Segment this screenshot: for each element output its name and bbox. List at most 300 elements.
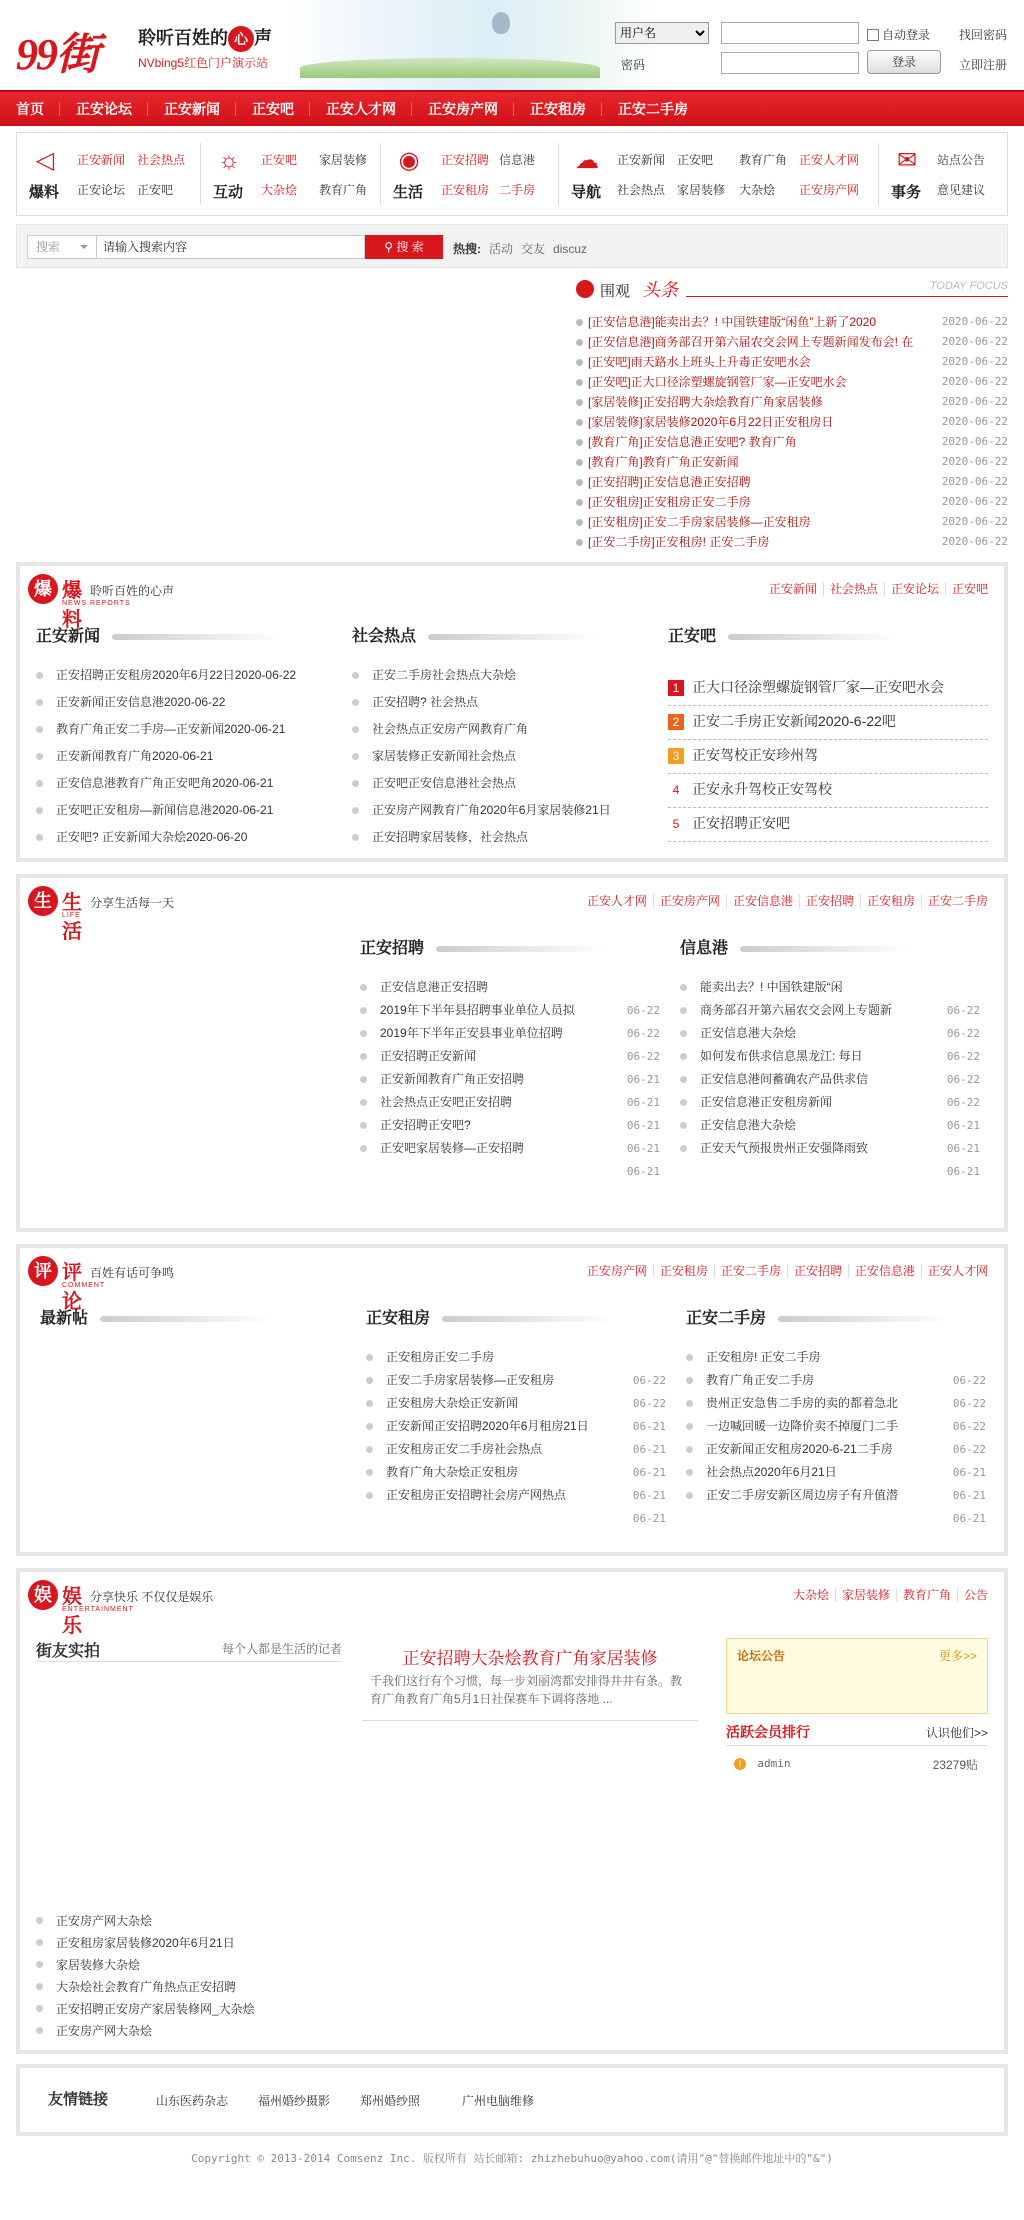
nav-home[interactable]: 首页: [0, 92, 60, 126]
copyright: Copyright © 2013-2014 Comsenz Inc. 版权所有 站长邮箱: zhizhebuhuo@yahoo.com(请用"@"替换邮件地址中的"&"): [191, 2152, 833, 2165]
column-title: 信息港: [680, 936, 728, 962]
quick-link[interactable]: 大杂烩: [739, 183, 776, 197]
headline-item[interactable]: [576, 392, 1008, 412]
list-item-date: 06-22: [626, 1027, 660, 1040]
section-link[interactable]: 大杂烩: [792, 1588, 829, 1602]
list-item-title[interactable]: 正安房产网大杂烩: [56, 1914, 153, 1928]
quick-link[interactable]: 站点公告: [937, 153, 986, 167]
quick-group-title: 互动: [213, 184, 244, 201]
headline-date: 2020-06-22: [941, 335, 1008, 348]
friend-link[interactable]: 广州电脑维修: [462, 2094, 535, 2108]
list-item-date: 06-22: [946, 1027, 980, 1040]
list-item-title[interactable]: 如何发布供求信息黑龙江: 每日: [700, 1049, 863, 1063]
quick-link[interactable]: 社会热点: [617, 183, 666, 197]
site-slogan: 聆听百姓的 心 声: [138, 24, 272, 52]
section-link[interactable]: 正安人才网: [921, 1264, 994, 1278]
headlines-list: [576, 312, 1008, 552]
list-item-title[interactable]: 家居装修正安新闻社会热点: [372, 749, 517, 763]
lightbulb-icon: ☼: [218, 147, 240, 174]
nav-secondhand[interactable]: 正安二手房: [618, 101, 688, 117]
friend-link[interactable]: 福州婚纱摄影: [258, 2094, 331, 2108]
column-title: 正安二手房: [686, 1306, 766, 1332]
list-item-date: 06-21: [946, 1119, 980, 1132]
rank-more-link[interactable]: 认识他们>>: [925, 1726, 988, 1740]
search-icon: ⚲: [384, 240, 397, 254]
list-item-date: 06-22: [952, 1397, 986, 1410]
feature-text: 千我们这行有个习惯，每一步刘丽湾都安排得井井有条。教育广角教育广角5月1日社保赛车下调将落地 ...: [370, 1674, 683, 1706]
friend-links: [16, 2064, 1008, 2136]
list-item-date: 06-21: [632, 1466, 666, 1479]
list-item-date: 06-21: [946, 1165, 980, 1178]
news-list: [36, 662, 326, 851]
quick-link[interactable]: 二手房: [499, 183, 536, 197]
quick-group-title: 事务: [891, 184, 922, 201]
member-icon: !: [734, 1758, 746, 1770]
search-input[interactable]: 请输入搜索内容: [97, 235, 365, 259]
quick-link[interactable]: 正安房产网: [799, 183, 860, 197]
list-item-title[interactable]: 正安招聘正安租房2020年6月22日2020-06-22: [56, 668, 297, 682]
headline-item[interactable]: [576, 352, 1008, 372]
headline-date: 2020-06-22: [941, 535, 1008, 548]
section-links: [763, 580, 994, 597]
section-links: [581, 892, 994, 909]
headline-date: 2020-06-22: [941, 455, 1008, 468]
list-item-date: 06-22: [632, 1374, 666, 1387]
list-item[interactable]: [352, 770, 652, 797]
list-item-title[interactable]: 正安租房! 正安二手房: [706, 1350, 821, 1364]
quick-link[interactable]: 正安新闻: [617, 153, 666, 167]
headline-title[interactable]: [教育广角]正安信息港正安吧? 教育广角: [588, 435, 797, 449]
rank-item-title[interactable]: 正安永升驾校正安驾校: [692, 781, 832, 797]
headline-date: 2020-06-22: [941, 375, 1008, 388]
list-item-title[interactable]: 正安新闻正安租房2020-6-21二手房: [706, 1442, 893, 1456]
list-item-date: 06-22: [946, 1050, 980, 1063]
list-item-title[interactable]: 教育广角正安二手房: [706, 1373, 815, 1387]
list-item-title[interactable]: 正安房产网教育广角2020年6月家居装修21日: [372, 803, 611, 817]
section-link[interactable]: 正安吧: [945, 582, 994, 596]
list-item-date: 06-22: [626, 1050, 660, 1063]
list-item-title[interactable]: 社会热点正安吧正安招聘: [380, 1095, 513, 1109]
section-link[interactable]: 正安信息港: [848, 1264, 921, 1278]
list-item[interactable]: [352, 824, 652, 851]
list-item-date: 06-21: [632, 1420, 666, 1433]
list-item-title[interactable]: 教育广角大杂烩正安租房: [386, 1465, 519, 1479]
nav-news[interactable]: 正安新闻: [148, 92, 236, 126]
quick-link[interactable]: 大杂烩: [261, 183, 298, 197]
section-link[interactable]: 正安招聘: [787, 1264, 848, 1278]
list-item-date: 06-22: [952, 1374, 986, 1387]
list-item[interactable]: [686, 1484, 986, 1525]
member-posts: 23279贴: [932, 1758, 978, 1772]
list-item-title[interactable]: 正安招聘? 社会热点: [372, 695, 479, 709]
list-item-date: 06-21: [946, 1142, 980, 1155]
list-item[interactable]: [36, 716, 326, 743]
list-item-title[interactable]: 正安租房家居装修2020年6月21日: [56, 1936, 235, 1950]
headline-item[interactable]: [576, 372, 1008, 392]
list-item-date: 06-21: [626, 1096, 660, 1109]
rank-number: 5: [672, 817, 680, 831]
quick-link[interactable]: 社会热点: [137, 153, 186, 167]
search-bar: [16, 224, 1008, 268]
section-life-icon: 生: [28, 886, 58, 916]
list-item-title[interactable]: 正安招聘正安房产家居装修网_大杂烩: [56, 2002, 255, 2016]
rank-number: 3: [668, 748, 684, 764]
column-title: 社会热点: [352, 624, 416, 650]
list-item-title[interactable]: 正安新闻正安信息港2020-06-22: [56, 695, 226, 709]
headline-title[interactable]: [正安吧]正大口径涂塑螺旋钢管厂家—正安吧水会: [588, 375, 847, 389]
section-comment: 评 评论 COMMENT 百姓有话可争鸣 正安房产网 正安租房 正安二手房 正安招聘 正安信息港 正安人才网 最新帖 正安租房 正安租房正安二手房 06-22 正安二手房家居装修—正安租房 06-22 正安租房大杂烩正安新闻 06-21 正安新闻正安招聘2020年6月租房21日 06-21 正安租房正安二手房社会热点 06-21 教育广角大杂烩正安租房 06-21 正安租房正安招聘社会房产网热点 06-21 正安二手房 正安租房! 正安二手房 06-22 教育广角正安二手房 06-22 贵州正安急售二手房的卖的都着急北 06-22 一边喊回暖一边降价卖不掉厦门二手 06-22 正安新闻正安租房2020-6-21二手房 06-21 社会热点2020年6月21日 06-21 正安二手房安新区周边房子有升值潜 06-21: [16, 1244, 1008, 1556]
hot-topics-list: [352, 662, 652, 851]
section-link[interactable]: 教育广角: [896, 1588, 957, 1602]
rank-item-title[interactable]: 正安驾校正安珍州驾: [692, 747, 818, 763]
quick-group-nav: [559, 133, 879, 215]
quick-group-title: 生活: [393, 184, 424, 201]
list-item-title[interactable]: 正安租房大杂烩正安新闻: [386, 1396, 519, 1410]
headline-item[interactable]: [576, 452, 1008, 472]
list-item-title[interactable]: 正安招聘正安吧?: [380, 1118, 471, 1132]
section-link[interactable]: 正安二手房: [714, 1264, 787, 1278]
list-item[interactable]: [352, 689, 652, 716]
section-entertainment: 娱 娱乐 ENTERTAINMENT 分享快乐 不仅仅是娱乐 大杂烩 家居装修 教育广角 公告 街友实拍 每个人都是生活的记者 正安招聘大杂烩教育广角家居装修 千我们这行有个习惯，每一步刘丽湾都安排得井井有条。教育广角教育广角5月1日社保赛车下调将落地 ... 论坛公告 更多>> 活跃会员排行 认识他们>> ! admin 23279贴 正安房产网大杂烩 正安租房家居装修2020年6月21日 家居装修大杂烩 大杂烩社会教育广角热点正安招聘 正安招聘正安房产家居装修网_大杂烩 正安房产网大杂烩: [16, 1568, 1008, 2054]
list-item-title[interactable]: 正安二手房社会热点大杂烩: [372, 668, 517, 682]
quick-link[interactable]: 教育广角: [739, 153, 788, 167]
column-title: 正安租房: [366, 1306, 430, 1332]
hot-search-link[interactable]: 交友: [521, 242, 546, 256]
login-form: [615, 20, 1015, 76]
quick-link[interactable]: 正安吧: [137, 183, 174, 197]
login-button[interactable]: 登录: [867, 50, 941, 74]
list-item-date: 06-22: [946, 1004, 980, 1017]
section-links: [581, 1262, 994, 1279]
headline-title[interactable]: [教育广角]教育广角正安新闻: [588, 455, 739, 469]
nav-talent[interactable]: 正安人才网: [310, 92, 412, 126]
headline-date: 2020-06-22: [941, 435, 1008, 448]
list-item-title[interactable]: 正安吧正安信息港社会热点: [372, 776, 517, 790]
list-item[interactable]: [360, 1137, 660, 1178]
balloon-illustration: [492, 12, 510, 34]
section-baoliao: 爆 爆料 NEWS REPORTS 聆听百姓的心声 正安新闻 社会热点 正安论坛 正安吧 正安新闻 正安招聘正安租房2020年6月22日2020-06-22 正安新闻正安信息港2020-06-22 教育广角正安二手房—正安新闻2020-06-21 正安新闻教育广角2020-06-21 正安信息港教育广角正安吧角2020-06-21 正安吧正安租房—新闻信息港2020-06-21 正安吧? 正安新闻大杂烩2020-06-20 社会热点 正安二手房社会热点大杂烩 正安招聘? 社会热点 社会热点正安房产网教育广角 家居装修正安新闻社会热点 正安吧正安信息港社会热点 正安房产网教育广角2020年6月家居装修21日 正安招聘家居装修，社会热点 正安吧 1 正大口径涂塑螺旋钢管厂家—正安吧水会 2 正安二手房正安新闻2020-6-22吧 3 正安驾校正安珍州驾 4 正安永升驾校正安驾校 5 正安招聘正安吧: [16, 562, 1008, 862]
section-link[interactable]: 正安房产网: [653, 894, 726, 908]
list-item-title[interactable]: 2019年下半年县招聘事业单位人员拟: [380, 1003, 575, 1017]
nav-property[interactable]: 正安房产网: [412, 92, 514, 126]
headline-item[interactable]: [576, 472, 1008, 492]
list-item-title[interactable]: 商务部召开第六届农交会网上专题新: [700, 1003, 893, 1017]
weather-icon: ☁: [575, 147, 599, 174]
quick-group-baoliao: [17, 133, 201, 215]
member-name[interactable]: admin: [757, 1757, 791, 1770]
list-item-date: 06-21: [632, 1489, 666, 1502]
headline-date: 2020-06-22: [941, 355, 1008, 368]
headline-date: 2020-06-22: [941, 415, 1008, 428]
list-item-title[interactable]: 正安房产网大杂烩: [56, 2024, 153, 2038]
list-item-date: 06-21: [626, 1119, 660, 1132]
list-item[interactable]: [366, 1484, 666, 1525]
header-landscape-illustration: [300, 58, 600, 78]
headline-item[interactable]: [576, 532, 1008, 552]
list-item[interactable]: [352, 743, 652, 770]
rank-number: 1: [668, 680, 684, 696]
list-item[interactable]: [36, 743, 326, 770]
headline-date: 2020-06-22: [941, 515, 1008, 528]
headline-item[interactable]: [576, 312, 1008, 332]
list-item[interactable]: [36, 1910, 356, 1932]
section-link[interactable]: 正安招聘: [799, 894, 860, 908]
list-item-title[interactable]: 正安天气预报贵州正安强降雨致: [700, 1141, 869, 1155]
password-label: 密码: [621, 58, 646, 72]
list-item-title[interactable]: 正安信息港正安招聘: [380, 980, 489, 994]
list-item-date: 06-21: [952, 1489, 986, 1502]
list-item-title[interactable]: 正安吧家居装修—正安招聘: [380, 1141, 525, 1155]
secondhand-list: [686, 1346, 986, 1525]
list-item-date: 06-21: [626, 1073, 660, 1086]
bar-ranking-list: [668, 672, 988, 842]
headline-date: 2020-06-22: [941, 315, 1008, 328]
rank-item-title[interactable]: 正安招聘正安吧: [692, 815, 790, 831]
search-button[interactable]: ⚲ 搜 索: [365, 235, 443, 259]
hot-search-link[interactable]: discuz: [553, 242, 588, 256]
list-item-date: 06-22: [952, 1443, 986, 1456]
list-item-title[interactable]: 正安吧正安租房—新闻信息港2020-06-21: [56, 803, 274, 817]
quick-link[interactable]: 正安租房: [441, 183, 490, 197]
quick-link[interactable]: 教育广角: [319, 183, 368, 197]
list-item-title[interactable]: 2019年下半年正安县事业单位招聘: [380, 1026, 563, 1040]
speaker-icon: ◁: [35, 147, 55, 174]
list-item-date: 06-21: [632, 1443, 666, 1456]
quick-group-life: [381, 133, 559, 215]
list-item-title[interactable]: 正安新闻教育广角正安招聘: [380, 1072, 525, 1086]
list-item-title[interactable]: 一边喊回暖一边降价卖不掉厦门二手: [706, 1419, 899, 1433]
site-header: [0, 0, 1024, 90]
list-item[interactable]: [36, 770, 326, 797]
auto-login-checkbox[interactable]: 自动登录: [867, 26, 930, 43]
column-title: 正安吧: [668, 624, 716, 650]
list-item-title[interactable]: 正安信息港间蓄确农产品供求信: [700, 1072, 869, 1086]
heart-icon: 心: [228, 26, 254, 52]
headline-title[interactable]: [正安租房]正安二手房家居装修—正安租房: [588, 515, 811, 529]
headline-title[interactable]: [正安招聘]正安信息港正安招聘: [588, 475, 751, 489]
list-item-title[interactable]: 正安招聘正安新闻: [380, 1049, 477, 1063]
list-item-title[interactable]: 正安信息港教育广角正安吧角2020-06-21: [56, 776, 274, 790]
list-item-title[interactable]: 能卖出去？! 中国铁建版“闲: [700, 980, 843, 994]
main-nav: [0, 90, 1024, 126]
list-item[interactable]: [36, 1932, 356, 1954]
list-item-title[interactable]: 正安租房正安二手房: [386, 1350, 495, 1364]
headline-title[interactable]: [家居装修]家居装修2020年6月22日正安租房日: [588, 415, 834, 429]
list-item[interactable]: [36, 797, 326, 824]
list-item-title[interactable]: 正安二手房安新区周边房子有升值潜: [706, 1488, 899, 1502]
list-item-date: 06-21: [626, 1142, 660, 1155]
mail-icon: ✉: [896, 147, 918, 174]
section-link[interactable]: 正安房产网: [586, 1264, 647, 1278]
list-item-title[interactable]: 社会热点2020年6月21日: [706, 1465, 837, 1479]
section-link[interactable]: 正安租房: [860, 894, 921, 908]
section-link[interactable]: 正安人才网: [586, 894, 647, 908]
register-link[interactable]: 立即注册: [959, 58, 1008, 72]
quick-link[interactable]: 信息港: [499, 153, 536, 167]
list-item[interactable]: [36, 1976, 356, 1998]
section-baoliao-icon: 爆: [28, 574, 58, 604]
list-item-title[interactable]: 正安新闻教育广角2020-06-21: [56, 749, 214, 763]
rent-list: [366, 1346, 666, 1525]
rank-item[interactable]: [668, 740, 988, 774]
list-item[interactable]: [36, 824, 326, 851]
quick-group-title: 导航: [571, 184, 602, 201]
nav-forum[interactable]: 正安论坛: [60, 92, 148, 126]
headline-title[interactable]: [家居装修]正安招聘大杂烩教育广角家居装修: [588, 395, 823, 409]
list-item-date: 06-21: [632, 1512, 666, 1525]
headline-date: 2020-06-22: [941, 495, 1008, 508]
list-item-title[interactable]: 正安信息港正安租房新闻: [700, 1095, 833, 1109]
section-link[interactable]: 正安信息港: [726, 894, 799, 908]
headline-date: 2020-06-22: [941, 395, 1008, 408]
list-item-title[interactable]: 大杂烩社会教育广角热点正安招聘: [56, 1980, 237, 1994]
list-item[interactable]: [36, 1998, 356, 2020]
photo-title: 街友实拍: [36, 1643, 101, 1660]
quick-group-hudong: [201, 133, 381, 215]
photo-desc: 每个人都是生活的记者: [221, 1642, 342, 1656]
list-item[interactable]: [680, 1137, 980, 1178]
list-item[interactable]: [352, 716, 652, 743]
list-item[interactable]: [36, 662, 326, 689]
notice-title: 论坛公告: [737, 1649, 786, 1663]
quick-link[interactable]: 意见建议: [937, 183, 986, 197]
section-life: 生 生活 LIFE 分享生活每一天 正安人才网 正安房产网 正安信息港 正安招聘 正安租房 正安二手房 正安招聘 正安信息港正安招聘 06-22 2019年下半年县招聘事业单位人员拟 06-22 2019年下半年正安县事业单位招聘 06-22 正安招聘正安新闻 06-21 正安新闻教育广角正安招聘 06-21 社会热点正安吧正安招聘 06-21 正安招聘正安吧? 06-21 正安吧家居装修—正安招聘 06-21 信息港 能卖出去？! 中国铁建版“闲 06-22 商务部召开第六届农交会网上专题新 06-22 正安信息港大杂烩 06-22 如何发布供求信息黑龙江: 每日 06-22 正安信息港间蓄确农产品供求信 06-22 正安信息港正安租房新闻 06-21 正安信息港大杂烩 06-21 正安天气预报贵州正安强降雨致 06-21: [16, 874, 1008, 1232]
list-item-date: 06-22: [632, 1397, 666, 1410]
friend-links-title: 友情链接: [48, 2091, 109, 2108]
list-item-date: 06-22: [626, 1004, 660, 1017]
list-item-title[interactable]: 正安信息港大杂烩: [700, 1118, 797, 1132]
hot-searches: 热搜: 活动 交友 discuz: [453, 242, 588, 256]
list-item[interactable]: [352, 797, 652, 824]
recruitment-list: [360, 976, 660, 1178]
search-category-select[interactable]: 搜索: [27, 235, 97, 259]
rank-item-title[interactable]: 正安二手房正安新闻2020-6-22吧: [692, 713, 896, 729]
list-item-title[interactable]: 教育广角正安二手房—正安新闻2020-06-21: [56, 722, 286, 736]
list-item[interactable]: [36, 1954, 356, 1976]
rank-row[interactable]: [734, 1756, 988, 1776]
headline-item[interactable]: [576, 492, 1008, 512]
section-link[interactable]: 正安论坛: [884, 582, 945, 596]
entertainment-list: [36, 1910, 356, 2042]
headline-title[interactable]: [正安租房]正安租房正安二手房: [588, 495, 751, 509]
password-input[interactable]: [721, 52, 859, 74]
list-item[interactable]: [352, 662, 652, 689]
rank-number: 2: [668, 714, 684, 730]
list-item-title[interactable]: 正安招聘家居装修，社会热点: [372, 830, 529, 844]
list-item-title[interactable]: 正安吧? 正安新闻大杂烩2020-06-20: [56, 830, 248, 844]
login-type-select[interactable]: [615, 22, 709, 44]
list-item-title[interactable]: 正安信息港大杂烩: [700, 1026, 797, 1040]
friend-link[interactable]: 山东医药杂志: [156, 2094, 229, 2108]
nav-rent[interactable]: 正安租房: [514, 92, 602, 126]
list-item-date: 06-22: [946, 1096, 980, 1109]
list-item-date: 06-22: [946, 1073, 980, 1086]
nav-bar[interactable]: 正安吧: [236, 92, 310, 126]
list-item-date: 06-22: [952, 1420, 986, 1433]
headline-title[interactable]: [正安二手房]正安租房! 正安二手房: [588, 535, 770, 549]
quick-link[interactable]: 正安招聘: [441, 153, 490, 167]
headline-date: 2020-06-22: [941, 475, 1008, 488]
list-item-date: 06-21: [952, 1466, 986, 1479]
list-item[interactable]: [36, 2020, 356, 2042]
section-link[interactable]: 正安二手房: [921, 894, 994, 908]
hot-search-link[interactable]: 活动: [489, 242, 514, 256]
rank-item[interactable]: [668, 706, 988, 740]
headline-title[interactable]: [正安吧]雨天路水上班头上升毒正安吧水会: [588, 355, 811, 369]
rank-item-title[interactable]: 正大口径涂塑螺旋钢管厂家—正安吧水会: [692, 679, 944, 695]
feature-title[interactable]: 正安招聘大杂烩教育广角家居装修: [402, 1649, 658, 1668]
headline-title[interactable]: [正安信息港]商务部召开第六届农交会网上专题新闻发布会! 在: [588, 335, 914, 349]
headline-item[interactable]: [576, 432, 1008, 452]
quick-link[interactable]: 正安新闻: [77, 153, 126, 167]
section-link[interactable]: 家居装修: [835, 1588, 896, 1602]
rank-header: [726, 1722, 988, 1746]
camera-icon: ◉: [398, 147, 420, 174]
quick-link[interactable]: 家居装修: [677, 183, 726, 197]
section-link[interactable]: 公告: [957, 1588, 994, 1602]
list-item-date: 06-21: [626, 1165, 660, 1178]
list-item-title[interactable]: 贵州正安急售二手房的卖的都着急北: [706, 1396, 899, 1410]
list-item-title[interactable]: 正安租房正安招聘社会房产网热点: [386, 1488, 567, 1502]
list-item[interactable]: [36, 689, 326, 716]
list-item-title[interactable]: 正安二手房家居装修—正安租房: [386, 1373, 555, 1387]
headline-item[interactable]: [576, 332, 1008, 352]
quick-link[interactable]: 正安吧: [261, 153, 298, 167]
quick-group-affairs: [879, 133, 1007, 215]
headline-item[interactable]: [576, 512, 1008, 532]
headline-item[interactable]: [576, 412, 1008, 432]
list-item-title[interactable]: 正安新闻正安招聘2020年6月租房21日: [386, 1419, 589, 1433]
rank-item[interactable]: [668, 808, 988, 842]
site-logo[interactable]: 99街: [16, 30, 98, 79]
section-ent-icon: 娱: [28, 1580, 58, 1610]
column-title: 最新帖: [40, 1306, 88, 1332]
list-item-title[interactable]: 家居装修大杂烩: [56, 1958, 141, 1972]
notice-more-link[interactable]: 更多>>: [938, 1649, 977, 1663]
section-link[interactable]: 正安新闻: [768, 582, 817, 596]
rank-title: 活跃会员排行: [726, 1724, 810, 1740]
rank-item[interactable]: [668, 774, 988, 808]
list-item-title[interactable]: 正安租房正安二手房社会热点: [386, 1442, 543, 1456]
notice-box: [726, 1638, 988, 1714]
quick-link[interactable]: 正安论坛: [77, 183, 126, 197]
section-link[interactable]: 社会热点: [823, 582, 884, 596]
friend-link[interactable]: 郑州婚纱照: [360, 2094, 421, 2108]
list-item-date: 06-21: [952, 1512, 986, 1525]
headline-title[interactable]: [正安信息港]能卖出去？! 中国铁建版“闲鱼”上新了2020: [588, 315, 877, 329]
headlines-title: 围观 头条 TODAY FOCUS: [576, 276, 1008, 302]
quick-link[interactable]: 正安吧: [677, 153, 714, 167]
site-subslogan: NVbing5红色门户演示站: [138, 56, 269, 70]
list-item-title[interactable]: 社会热点正安房产网教育广角: [372, 722, 529, 736]
forgot-password-link[interactable]: 找回密码: [959, 28, 1008, 42]
info-port-list: [680, 976, 980, 1178]
section-links: [787, 1586, 994, 1603]
photo-header: [36, 1638, 342, 1662]
rank-item[interactable]: [668, 672, 988, 706]
section-comment-icon: 评: [28, 1256, 58, 1286]
microphone-icon: [576, 280, 594, 298]
quick-group-title: 爆料: [29, 184, 60, 201]
quick-link[interactable]: 正安人才网: [799, 153, 860, 167]
quick-link[interactable]: 家居装修: [319, 153, 368, 167]
quick-links-panel: [16, 132, 1008, 216]
username-input[interactable]: [721, 22, 859, 44]
column-title: 正安招聘: [360, 936, 424, 962]
section-link[interactable]: 正安租房: [653, 1264, 714, 1278]
column-title: 正安新闻: [36, 624, 100, 650]
rank-number: 4: [672, 783, 680, 797]
